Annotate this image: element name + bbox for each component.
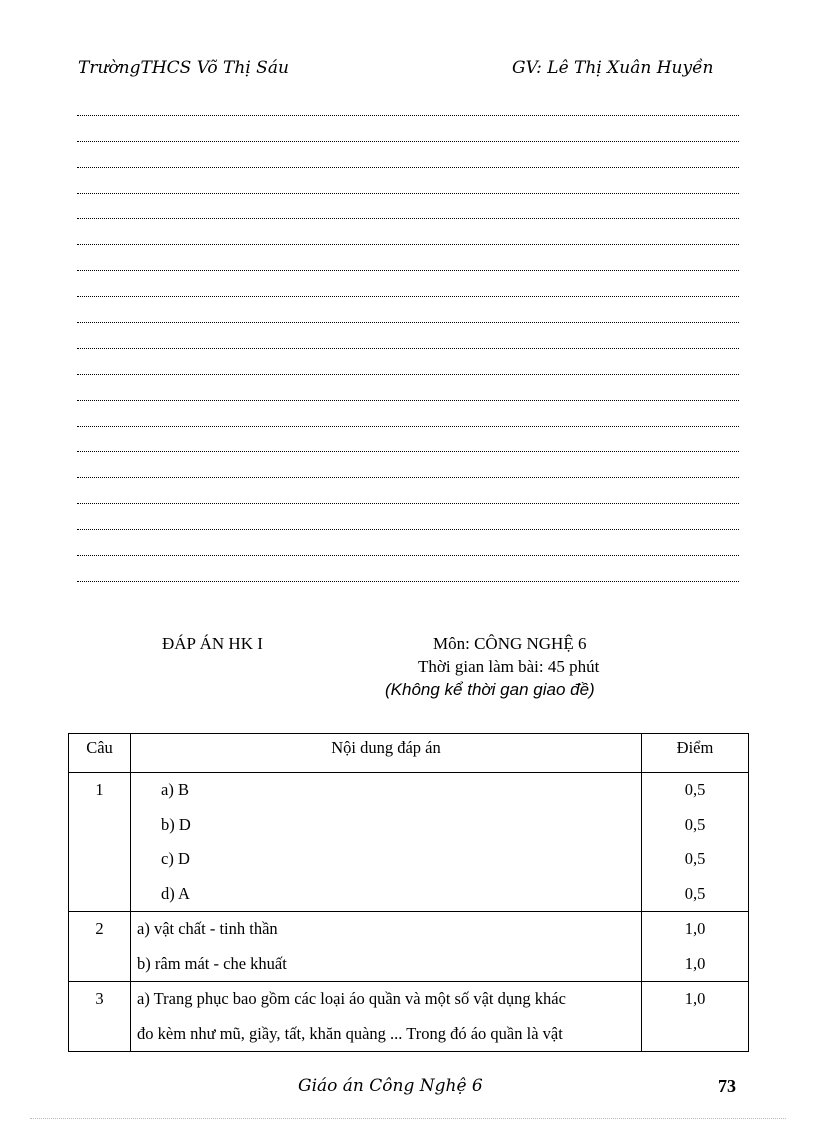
- dotted-line: [77, 168, 739, 194]
- footer-divider: [30, 1118, 786, 1119]
- dotted-line: [77, 297, 739, 323]
- dotted-line: [77, 194, 739, 220]
- dotted-line: [77, 452, 739, 478]
- points-value: 0,5: [684, 780, 706, 799]
- duration-label: Thời gian làm bài: 45 phút: [418, 657, 600, 676]
- footer-title: Giáo án Công Nghệ 6: [298, 1076, 483, 1096]
- dotted-line: [77, 530, 739, 556]
- answer-line: a) Trang phục bao gồm các loại áo quần và một số vật dụng khác: [137, 989, 566, 1008]
- dotted-line: [77, 323, 739, 349]
- answer-line: b) râm mát - che khuất: [137, 953, 287, 973]
- dotted-line: [77, 271, 739, 297]
- page-number: 73: [718, 1076, 736, 1096]
- table-row: [69, 773, 749, 912]
- dotted-line: [77, 116, 739, 142]
- dotted-line: [77, 349, 739, 375]
- answer-key-title: ĐÁP ÁN HK I: [162, 634, 263, 653]
- points-value: [642, 1017, 748, 1052]
- dotted-line: [77, 375, 739, 401]
- duration-note: (Không kể thời gan giao đề): [385, 680, 595, 699]
- table-row: [69, 912, 749, 982]
- question-number: 2: [95, 919, 104, 938]
- points-value: 0,5: [684, 849, 706, 868]
- answer-line: a) vật chất - tinh thần: [137, 919, 278, 938]
- dotted-line: [77, 219, 739, 245]
- answer-table: [68, 733, 749, 1052]
- answer-line: b) D: [161, 814, 191, 834]
- dotted-line: [77, 401, 739, 427]
- points-value: 1,0: [684, 989, 706, 1008]
- points-value: 1,0: [684, 953, 706, 973]
- answer-lines: [77, 90, 739, 582]
- dotted-line: [77, 427, 739, 453]
- header-school: TrườngTHCS Võ Thị Sáu: [78, 58, 289, 78]
- dotted-line: [77, 245, 739, 271]
- answer-line: d) A: [161, 883, 190, 903]
- table-header-row: [69, 734, 749, 773]
- answer-line: c) D: [161, 849, 190, 868]
- question-number: 3: [95, 989, 104, 1008]
- dotted-line: [77, 504, 739, 530]
- points-value: 1,0: [684, 919, 706, 938]
- subject-label: Môn: CÔNG NGHỆ 6: [433, 634, 587, 653]
- points-value: 0,5: [684, 883, 706, 903]
- points-value: 0,5: [684, 814, 706, 834]
- answer-line: đo kèm như mũ, giầy, tất, khăn quàng ... Trong đó áo quần là vật: [137, 1023, 563, 1043]
- header-question: Câu: [69, 734, 131, 773]
- question-number: 1: [95, 780, 104, 799]
- header-content: Nội dung đáp án: [131, 734, 642, 773]
- dotted-line: [77, 556, 739, 582]
- dotted-line: [77, 90, 739, 116]
- dotted-line: [77, 478, 739, 504]
- dotted-line: [77, 142, 739, 168]
- header-teacher: GV: Lê Thị Xuân Huyền: [512, 58, 714, 78]
- table-row: [69, 982, 749, 1052]
- header-points: Điểm: [642, 734, 749, 773]
- answer-line: a) B: [161, 780, 189, 799]
